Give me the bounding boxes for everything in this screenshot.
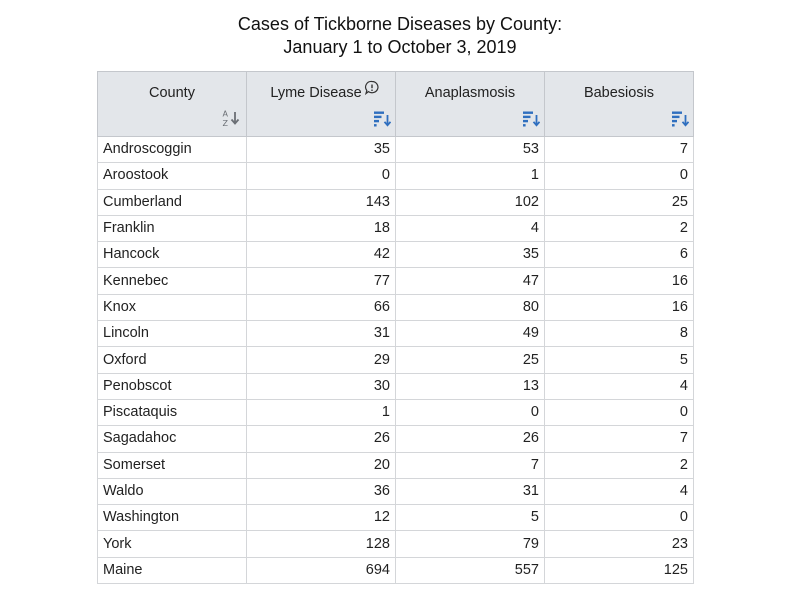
cell-county: Oxford <box>98 347 247 373</box>
column-header-label: Lyme Disease <box>270 85 362 101</box>
column-header-lyme[interactable] <box>247 72 396 137</box>
table-row <box>98 505 694 531</box>
cell-babesiosis: 7 <box>545 426 694 452</box>
cell-lyme: 29 <box>247 347 396 373</box>
cell-anaplasmosis: 80 <box>396 294 545 320</box>
cell-babesiosis: 8 <box>545 321 694 347</box>
cell-lyme: 42 <box>247 242 396 268</box>
chart-title-block <box>0 13 800 59</box>
table-row <box>98 215 694 241</box>
cell-babesiosis: 7 <box>545 137 694 163</box>
cell-lyme: 31 <box>247 321 396 347</box>
cell-anaplasmosis: 7 <box>396 452 545 478</box>
cell-babesiosis: 16 <box>545 294 694 320</box>
cell-anaplasmosis: 79 <box>396 531 545 557</box>
svg-text:Z: Z <box>222 119 228 127</box>
svg-text:A: A <box>222 109 228 119</box>
table-row <box>98 163 694 189</box>
cell-anaplasmosis: 5 <box>396 505 545 531</box>
cell-lyme: 35 <box>247 137 396 163</box>
cell-county: Cumberland <box>98 189 247 215</box>
sort-amount-desc-icon[interactable] <box>373 109 391 127</box>
cell-anaplasmosis: 102 <box>396 189 545 215</box>
table-row <box>98 347 694 373</box>
cell-anaplasmosis: 25 <box>396 347 545 373</box>
cell-lyme: 77 <box>247 268 396 294</box>
cell-lyme: 18 <box>247 215 396 241</box>
cell-babesiosis: 23 <box>545 531 694 557</box>
cell-lyme: 66 <box>247 294 396 320</box>
cell-anaplasmosis: 49 <box>396 321 545 347</box>
table-row <box>98 399 694 425</box>
table-row <box>98 242 694 268</box>
cell-babesiosis: 125 <box>545 557 694 583</box>
cell-county: Androscoggin <box>98 137 247 163</box>
cell-anaplasmosis: 0 <box>396 399 545 425</box>
cell-babesiosis: 25 <box>545 189 694 215</box>
cell-county: Lincoln <box>98 321 247 347</box>
column-header-label: Babesiosis <box>583 85 655 101</box>
cell-lyme: 26 <box>247 426 396 452</box>
data-table <box>97 71 694 584</box>
cell-county: Penobscot <box>98 373 247 399</box>
cell-anaplasmosis: 53 <box>396 137 545 163</box>
sort-alpha-asc-icon[interactable] <box>222 109 242 127</box>
cell-lyme: 1 <box>247 399 396 425</box>
chart-title: Cases of Tickborne Diseases by County: <box>237 14 563 34</box>
cell-anaplasmosis: 31 <box>396 478 545 504</box>
cell-lyme: 12 <box>247 505 396 531</box>
cell-anaplasmosis: 1 <box>396 163 545 189</box>
cell-county: York <box>98 531 247 557</box>
comment-icon[interactable] <box>364 80 380 96</box>
cell-lyme: 128 <box>247 531 396 557</box>
sort-amount-desc-icon[interactable] <box>522 109 540 127</box>
column-header-babesiosis[interactable] <box>545 72 694 137</box>
table-row <box>98 294 694 320</box>
cell-county: Franklin <box>98 215 247 241</box>
table-row <box>98 426 694 452</box>
cell-babesiosis: 4 <box>545 373 694 399</box>
cell-anaplasmosis: 35 <box>396 242 545 268</box>
cell-lyme: 143 <box>247 189 396 215</box>
cell-babesiosis: 0 <box>545 163 694 189</box>
column-header-label: Anaplasmosis <box>424 85 516 101</box>
column-header-label: County <box>149 85 195 101</box>
cell-lyme: 30 <box>247 373 396 399</box>
cell-county: Knox <box>98 294 247 320</box>
cell-lyme: 20 <box>247 452 396 478</box>
column-header-anaplasmosis[interactable] <box>396 72 545 137</box>
cell-county: Hancock <box>98 242 247 268</box>
cell-county: Somerset <box>98 452 247 478</box>
table-row <box>98 321 694 347</box>
cell-babesiosis: 16 <box>545 268 694 294</box>
table-row <box>98 189 694 215</box>
cell-babesiosis: 2 <box>545 452 694 478</box>
sort-amount-desc-icon[interactable] <box>671 109 689 127</box>
table-row <box>98 452 694 478</box>
table-row <box>98 478 694 504</box>
cell-babesiosis: 2 <box>545 215 694 241</box>
cell-anaplasmosis: 557 <box>396 557 545 583</box>
cell-anaplasmosis: 26 <box>396 426 545 452</box>
chart-subtitle: January 1 to October 3, 2019 <box>283 37 517 57</box>
cell-anaplasmosis: 13 <box>396 373 545 399</box>
cell-lyme: 694 <box>247 557 396 583</box>
table-row <box>98 268 694 294</box>
column-header-county[interactable] <box>98 72 247 137</box>
table-row <box>98 137 694 163</box>
cell-anaplasmosis: 47 <box>396 268 545 294</box>
cell-babesiosis: 6 <box>545 242 694 268</box>
header-row <box>98 72 694 137</box>
cell-county: Maine <box>98 557 247 583</box>
cell-babesiosis: 5 <box>545 347 694 373</box>
cell-babesiosis: 0 <box>545 505 694 531</box>
cell-babesiosis: 0 <box>545 399 694 425</box>
total-row <box>98 557 694 583</box>
cell-county: Piscataquis <box>98 399 247 425</box>
cell-anaplasmosis: 4 <box>396 215 545 241</box>
cell-county: Washington <box>98 505 247 531</box>
cell-county: Kennebec <box>98 268 247 294</box>
table-row <box>98 531 694 557</box>
cell-county: Aroostook <box>98 163 247 189</box>
cell-babesiosis: 4 <box>545 478 694 504</box>
cell-county: Sagadahoc <box>98 426 247 452</box>
cell-lyme: 0 <box>247 163 396 189</box>
cell-county: Waldo <box>98 478 247 504</box>
cell-lyme: 36 <box>247 478 396 504</box>
table-row <box>98 373 694 399</box>
